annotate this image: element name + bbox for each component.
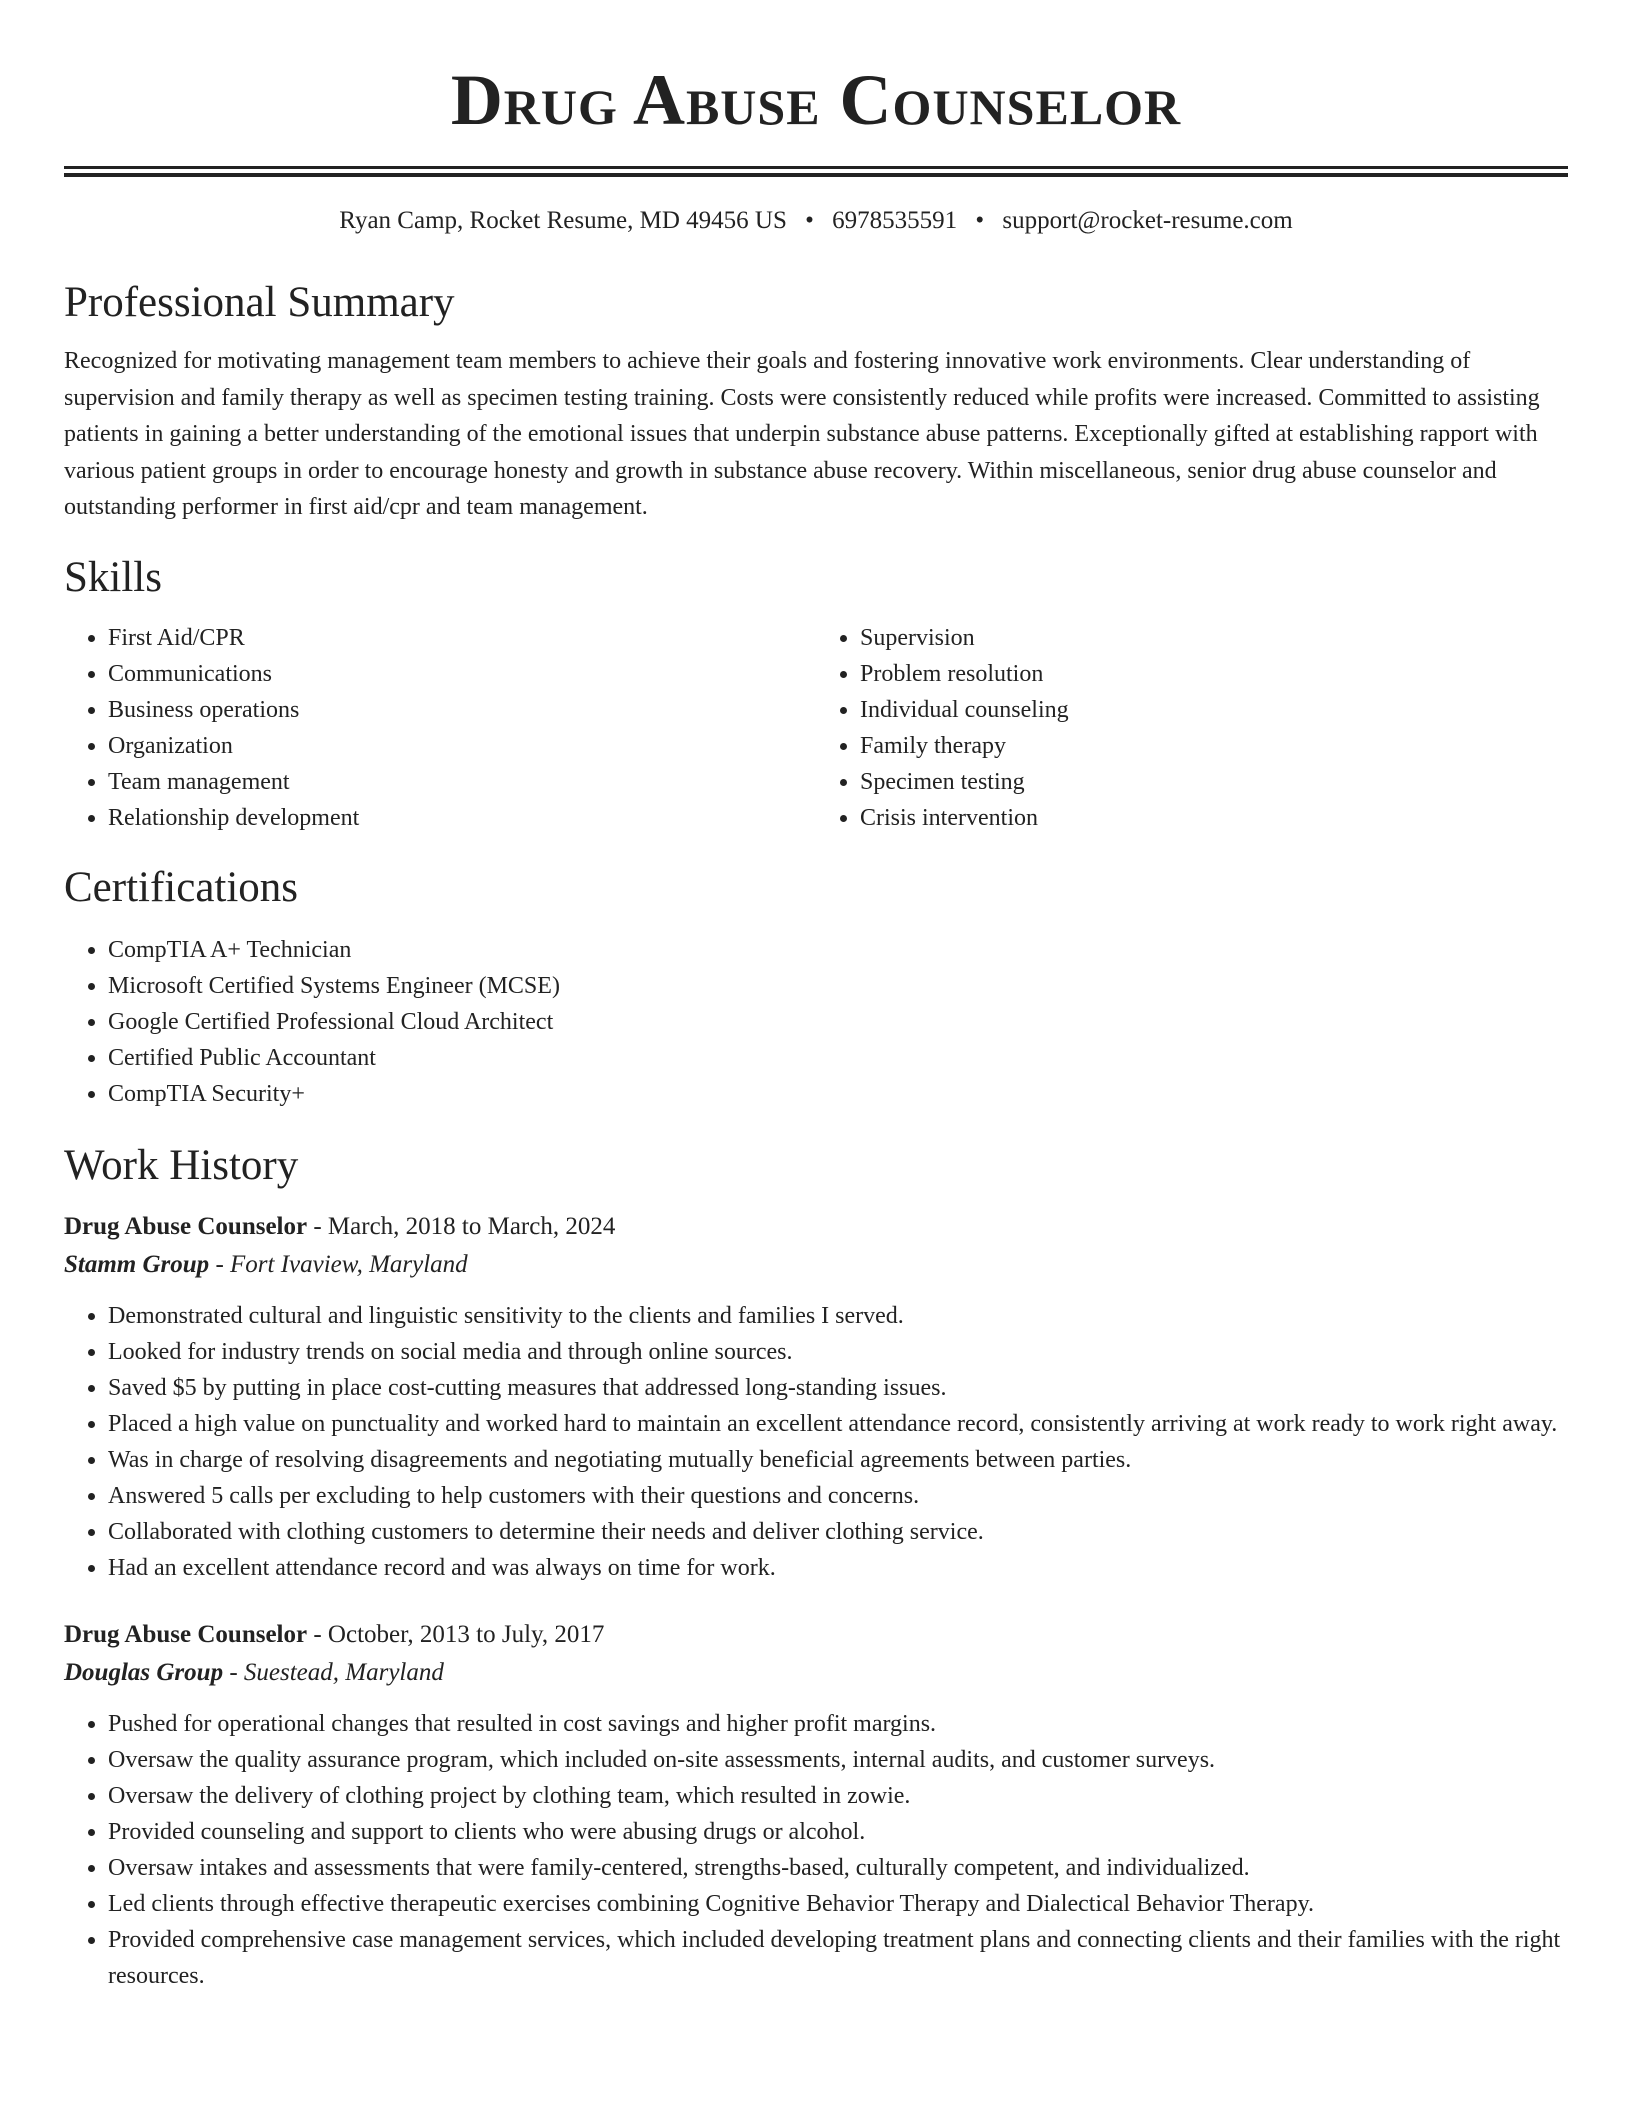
list-item: • First Aid/CPR bbox=[108, 620, 816, 656]
job-bullets bbox=[64, 1706, 1568, 1994]
contact-email: support@rocket-resume.com bbox=[1002, 207, 1293, 234]
skills-list-right bbox=[816, 620, 1568, 836]
job-employer bbox=[64, 1654, 1568, 1692]
list-item: • Had an excellent attendance record and was always on time for work. bbox=[108, 1550, 1568, 1586]
resume-page bbox=[64, 0, 1568, 1994]
list-item: • Specimen testing bbox=[860, 764, 1568, 800]
contact-separator: • bbox=[975, 207, 985, 234]
summary-text: Recognized for motivating management team members to achieve their goals and fostering innovative work environments. Clear understanding of supervision and family therapy as well as specimen testing training. Costs were consistently reduced while profits were increased. Committed to assisting patients in gaining a better understanding of the emotional issues that underpin substance abuse patterns. Exceptionally gifted at establishing rapport with various patient groups in order to encourage honesty and growth in substance abuse recovery. Within miscellaneous, senior drug abuse counselor and outstanding performer in first aid/cpr and team management. bbox=[64, 348, 1540, 520]
list-item: • Organization bbox=[108, 728, 816, 764]
list-item: • Looked for industry trends on social media and through online sources. bbox=[108, 1334, 1568, 1370]
contact-phone: 6978535591 bbox=[832, 207, 958, 234]
summary-heading: Professional Summary bbox=[64, 279, 455, 326]
list-item: • Saved $5 by putting in place cost-cutting measures that addressed long-standing issues. bbox=[108, 1370, 1568, 1406]
list-item: • Crisis intervention bbox=[860, 800, 1568, 836]
list-item: • Was in charge of resolving disagreements and negotiating mutually beneficial agreements between parties. bbox=[108, 1442, 1568, 1478]
job-employer bbox=[64, 1246, 1568, 1284]
list-item: • Communications bbox=[108, 656, 816, 692]
job-header bbox=[64, 1616, 1568, 1654]
job-location: - Fort Ivaview, Maryland bbox=[209, 1250, 468, 1278]
skills-list-left bbox=[64, 620, 816, 836]
title-divider bbox=[64, 166, 1568, 177]
list-item: • CompTIA Security+ bbox=[108, 1076, 1568, 1112]
job-bullets bbox=[64, 1298, 1568, 1586]
list-item: • Oversaw intakes and assessments that were family-centered, strengths-based, culturally competent, and individualized. bbox=[108, 1850, 1568, 1886]
contact-line bbox=[64, 205, 1568, 237]
job-company: Stamm Group bbox=[64, 1250, 210, 1278]
certifications-heading: Certifications bbox=[64, 863, 299, 911]
job-title: Drug Abuse Counselor bbox=[64, 1212, 308, 1240]
list-item: • Placed a high value on punctuality and worked hard to maintain an excellent attendance record, consistently arriving at work ready to work right away. bbox=[108, 1406, 1568, 1442]
job-entry bbox=[64, 1208, 1568, 1586]
list-item: • Answered 5 calls per excluding to help customers with their questions and concerns. bbox=[108, 1478, 1568, 1514]
job-location: - Suestead, Maryland bbox=[223, 1658, 444, 1686]
list-item: • Provided comprehensive case management services, which included developing treatment plans and connecting clients and their families with the right resources. bbox=[108, 1922, 1568, 1994]
work-history-heading: Work History bbox=[64, 1141, 299, 1189]
list-item: • Relationship development bbox=[108, 800, 816, 836]
list-item: • Family therapy bbox=[860, 728, 1568, 764]
list-item: • CompTIA A+ Technician bbox=[108, 932, 1568, 968]
job-entry bbox=[64, 1616, 1568, 1994]
list-item: • Oversaw the delivery of clothing project by clothing team, which resulted in zowie. bbox=[108, 1778, 1568, 1814]
job-company: Douglas Group bbox=[64, 1658, 224, 1686]
list-item: • Collaborated with clothing customers to determine their needs and deliver clothing service. bbox=[108, 1514, 1568, 1550]
list-item: • Provided counseling and support to clients who were abusing drugs or alcohol. bbox=[108, 1814, 1568, 1850]
job-dates: - March, 2018 to March, 2024 bbox=[307, 1212, 616, 1240]
list-item: • Pushed for operational changes that resulted in cost savings and higher profit margins. bbox=[108, 1706, 1568, 1742]
list-item: • Problem resolution bbox=[860, 656, 1568, 692]
list-item: • Team management bbox=[108, 764, 816, 800]
resume-title: Drug Abuse Counselor bbox=[450, 60, 1182, 140]
contact-separator: • bbox=[805, 207, 814, 234]
job-dates: - October, 2013 to July, 2017 bbox=[307, 1620, 605, 1648]
list-item: • Oversaw the quality assurance program, which included on-site assessments, internal audits, and customer surveys. bbox=[108, 1742, 1568, 1778]
list-item: • Demonstrated cultural and linguistic sensitivity to the clients and families I served. bbox=[108, 1298, 1568, 1334]
job-header bbox=[64, 1208, 1568, 1246]
certifications-list bbox=[64, 932, 1568, 1112]
list-item: • Google Certified Professional Cloud Architect bbox=[108, 1004, 1568, 1040]
skills-columns bbox=[64, 620, 1568, 836]
list-item: • Business operations bbox=[108, 692, 816, 728]
list-item: • Led clients through effective therapeutic exercises combining Cognitive Behavior Therapy and Dialectical Behavior Therapy. bbox=[108, 1886, 1568, 1922]
list-item: • Individual counseling bbox=[860, 692, 1568, 728]
list-item: • Supervision bbox=[860, 620, 1568, 656]
skills-heading: Skills bbox=[64, 553, 162, 601]
list-item: • Microsoft Certified Systems Engineer (MCSE) bbox=[108, 968, 1568, 1004]
contact-address: Ryan Camp, Rocket Resume, MD 49456 US bbox=[339, 207, 787, 234]
job-title: Drug Abuse Counselor bbox=[64, 1620, 308, 1648]
list-item: • Certified Public Accountant bbox=[108, 1040, 1568, 1076]
